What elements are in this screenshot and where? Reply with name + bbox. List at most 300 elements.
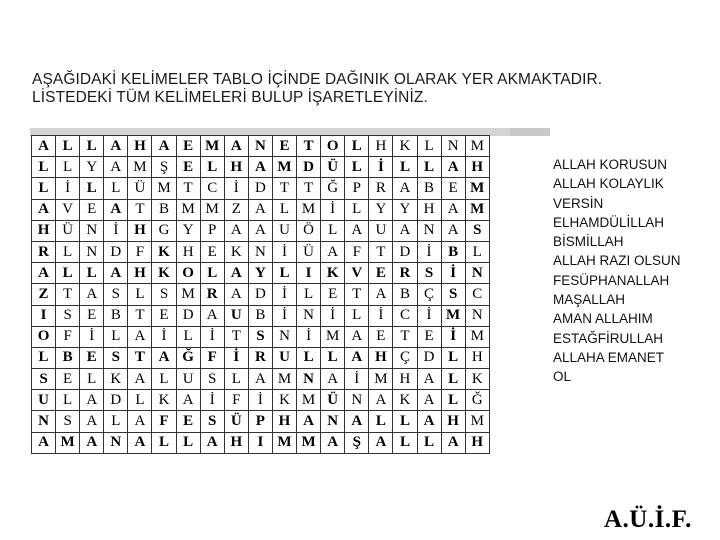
grid-cell: P — [248, 411, 272, 432]
grid-cell: L — [152, 432, 176, 453]
grid-cell: N — [417, 220, 441, 241]
grid-cell: İ — [104, 220, 128, 241]
grid-cell: M — [297, 390, 321, 411]
grid-cell: T — [345, 284, 369, 305]
grid-cell: A — [128, 369, 152, 390]
grid-cell: E — [321, 284, 345, 305]
grid-cell: Y — [369, 199, 393, 220]
grid-cell: İ — [345, 369, 369, 390]
grid-cell: A — [80, 411, 104, 432]
grid-cell: C — [465, 284, 489, 305]
grid-cell: S — [104, 347, 128, 368]
grid-row — [32, 220, 490, 241]
grid-cell: İ — [272, 284, 296, 305]
grid-cell: A — [441, 220, 465, 241]
grid-cell: L — [80, 178, 104, 199]
grid-cell: P — [200, 220, 224, 241]
grid-cell: A — [104, 263, 128, 284]
grid-cell: İ — [297, 326, 321, 347]
grid-row — [32, 178, 490, 199]
grid-cell: A — [393, 220, 417, 241]
grid-cell: F — [345, 241, 369, 262]
grid-cell: K — [104, 369, 128, 390]
grid-row — [32, 432, 490, 453]
grid-cell: M — [465, 178, 489, 199]
grid-cell: S — [56, 411, 80, 432]
grid-row — [32, 305, 490, 326]
grid-cell: A — [104, 157, 128, 178]
grid-cell: F — [128, 241, 152, 262]
grid-cell: H — [465, 432, 489, 453]
grid-cell: A — [128, 411, 152, 432]
grid-cell: T — [297, 136, 321, 157]
grid-cell: A — [441, 157, 465, 178]
grid-cell: A — [248, 199, 272, 220]
grid-cell: Y — [393, 199, 417, 220]
grid-cell: S — [417, 263, 441, 284]
grid-cell: T — [272, 178, 296, 199]
grid-cell: L — [417, 432, 441, 453]
grid-cell: L — [80, 263, 104, 284]
grid-cell: A — [32, 263, 56, 284]
grid-cell: L — [56, 390, 80, 411]
grid-cell: S — [200, 411, 224, 432]
grid-cell: İ — [200, 326, 224, 347]
word-list-item: AMAN ALLAHIM — [553, 311, 653, 327]
grid-cell: İ — [200, 390, 224, 411]
grid-cell: E — [441, 178, 465, 199]
grid-cell: N — [441, 136, 465, 157]
grid-cell: İ — [224, 178, 248, 199]
grid-cell: L — [128, 284, 152, 305]
grid-cell: R — [393, 263, 417, 284]
grid-cell: L — [417, 136, 441, 157]
grid-cell: M — [176, 199, 200, 220]
grid-cell: E — [176, 411, 200, 432]
grid-cell: L — [32, 347, 56, 368]
grid-cell: E — [80, 347, 104, 368]
grid-cell: İ — [56, 178, 80, 199]
grid-cell: T — [128, 199, 152, 220]
grid-cell: M — [441, 305, 465, 326]
grid-cell: D — [104, 241, 128, 262]
grid-cell: A — [393, 178, 417, 199]
grid-cell: A — [32, 432, 56, 453]
word-list-item: VERSİN — [553, 195, 604, 211]
grid-cell: D — [417, 347, 441, 368]
grid-cell: Ü — [297, 241, 321, 262]
grid-cell: L — [321, 220, 345, 241]
grid-cell: İ — [321, 199, 345, 220]
grid-cell: U — [369, 220, 393, 241]
grid-cell: N — [465, 263, 489, 284]
grid-row — [32, 411, 490, 432]
grid-cell: M — [200, 136, 224, 157]
grid-cell: L — [56, 241, 80, 262]
grid-cell: N — [297, 369, 321, 390]
word-list — [553, 155, 718, 387]
grid-row — [32, 199, 490, 220]
grid-cell: Ç — [393, 347, 417, 368]
grid-cell: B — [441, 241, 465, 262]
grid-cell: L — [224, 369, 248, 390]
grid-cell: K — [224, 241, 248, 262]
grid-cell: K — [321, 263, 345, 284]
grid-cell: M — [321, 326, 345, 347]
grid-cell: H — [441, 411, 465, 432]
grid-cell: C — [393, 305, 417, 326]
grid-row — [32, 347, 490, 368]
grid-cell: İ — [80, 326, 104, 347]
grid-cell: Ö — [297, 220, 321, 241]
grid-cell: M — [152, 178, 176, 199]
word-list-item: ALLAH RAZI OLSUN — [553, 253, 681, 269]
grid-row — [32, 241, 490, 262]
grid-cell: L — [272, 199, 296, 220]
grid-cell: İ — [369, 157, 393, 178]
grid-cell: H — [369, 347, 393, 368]
grid-cell: L — [441, 390, 465, 411]
grid-cell: K — [152, 263, 176, 284]
grid-cell: N — [297, 305, 321, 326]
grid-cell: S — [200, 369, 224, 390]
grid-cell: Ç — [417, 284, 441, 305]
grid-cell: L — [56, 157, 80, 178]
grid-cell: L — [80, 136, 104, 157]
grid-cell: L — [393, 432, 417, 453]
grid-cell: E — [56, 369, 80, 390]
grid-cell: M — [200, 199, 224, 220]
grid-cell: F — [200, 347, 224, 368]
grid-row — [32, 284, 490, 305]
grid-cell: K — [152, 390, 176, 411]
grid-cell: T — [393, 326, 417, 347]
grid-cell: T — [176, 178, 200, 199]
grid-cell: U — [176, 369, 200, 390]
grid-cell: H — [465, 347, 489, 368]
grid-cell: N — [321, 411, 345, 432]
grid-cell: A — [297, 411, 321, 432]
word-list-item: ALLAHA EMANET — [553, 349, 665, 365]
grid-cell: H — [32, 220, 56, 241]
grid-cell: T — [369, 241, 393, 262]
grid-cell: M — [297, 432, 321, 453]
grid-cell: Ğ — [465, 390, 489, 411]
grid-cell: B — [56, 347, 80, 368]
grid-cell: İ — [369, 305, 393, 326]
grid-cell: İ — [248, 390, 272, 411]
grid-cell: H — [128, 136, 152, 157]
grid-cell: L — [32, 178, 56, 199]
grid-cell: N — [248, 241, 272, 262]
grid-cell: L — [369, 411, 393, 432]
grid-cell: B — [393, 284, 417, 305]
grid-cell: A — [80, 284, 104, 305]
grid-cell: İ — [272, 305, 296, 326]
word-list-item: FESÜPHANALLAH — [553, 272, 670, 288]
grid-cell: M — [465, 136, 489, 157]
grid-cell: L — [441, 347, 465, 368]
grid-cell: E — [417, 326, 441, 347]
grid-cell: A — [248, 369, 272, 390]
grid-cell: A — [417, 390, 441, 411]
title-underline-accent — [510, 128, 550, 136]
grid-cell: L — [465, 241, 489, 262]
grid-cell: S — [56, 305, 80, 326]
grid-cell: G — [152, 220, 176, 241]
grid-cell: L — [56, 136, 80, 157]
grid-cell: N — [104, 432, 128, 453]
grid-cell: V — [56, 199, 80, 220]
grid-cell: I — [297, 263, 321, 284]
grid-cell: Ş — [152, 157, 176, 178]
grid-cell: A — [224, 263, 248, 284]
grid-cell: A — [176, 390, 200, 411]
grid-cell: S — [465, 220, 489, 241]
grid-cell: M — [56, 432, 80, 453]
grid-cell: A — [128, 432, 152, 453]
grid-cell: R — [248, 347, 272, 368]
grid-cell: U — [224, 305, 248, 326]
grid-cell: A — [345, 347, 369, 368]
grid-cell: Y — [176, 220, 200, 241]
grid-cell: A — [248, 220, 272, 241]
grid-cell: L — [128, 390, 152, 411]
grid-cell: E — [272, 136, 296, 157]
grid-cell: H — [128, 263, 152, 284]
grid-cell: M — [176, 284, 200, 305]
grid-cell: D — [393, 241, 417, 262]
grid-cell: N — [345, 390, 369, 411]
signature: A.Ü.İ.F. — [604, 506, 692, 533]
grid-cell: L — [345, 305, 369, 326]
grid-cell: L — [393, 157, 417, 178]
grid-cell: L — [80, 369, 104, 390]
grid-cell: Z — [224, 199, 248, 220]
grid-cell: H — [128, 220, 152, 241]
grid-cell: Y — [248, 263, 272, 284]
grid-cell: T — [128, 347, 152, 368]
grid-cell: D — [104, 390, 128, 411]
grid-cell: L — [176, 326, 200, 347]
grid-cell: A — [369, 432, 393, 453]
grid-row — [32, 326, 490, 347]
grid-cell: F — [224, 390, 248, 411]
grid-cell: U — [272, 347, 296, 368]
grid-cell: N — [80, 220, 104, 241]
grid-cell: L — [104, 326, 128, 347]
grid-cell: R — [200, 284, 224, 305]
grid-cell: M — [297, 199, 321, 220]
grid-cell: H — [224, 432, 248, 453]
grid-cell: A — [80, 432, 104, 453]
grid-cell: F — [152, 411, 176, 432]
grid-cell: B — [152, 199, 176, 220]
grid-cell: Ş — [345, 432, 369, 453]
grid-row — [32, 157, 490, 178]
grid-cell: H — [224, 157, 248, 178]
grid-cell: A — [321, 432, 345, 453]
grid-cell: T — [297, 178, 321, 199]
grid-cell: İ — [441, 263, 465, 284]
grid-cell: L — [321, 347, 345, 368]
grid-cell: Z — [32, 284, 56, 305]
grid-cell: Ü — [128, 178, 152, 199]
grid-cell: L — [200, 263, 224, 284]
grid-row — [32, 136, 490, 157]
grid-cell: H — [465, 157, 489, 178]
grid-cell: A — [321, 241, 345, 262]
grid-cell: L — [272, 263, 296, 284]
grid-cell: L — [56, 263, 80, 284]
grid-cell: A — [369, 284, 393, 305]
grid-cell: K — [465, 369, 489, 390]
grid-cell: D — [297, 157, 321, 178]
puzzle-table — [31, 135, 490, 454]
grid-cell: O — [321, 136, 345, 157]
grid-cell: S — [32, 369, 56, 390]
grid-cell: İ — [272, 241, 296, 262]
grid-cell: L — [441, 369, 465, 390]
grid-cell: R — [32, 241, 56, 262]
grid-cell: Ü — [56, 220, 80, 241]
grid-cell: L — [345, 199, 369, 220]
grid-cell: A — [80, 390, 104, 411]
grid-cell: E — [80, 305, 104, 326]
grid-cell: U — [32, 390, 56, 411]
grid-cell: I — [248, 432, 272, 453]
grid-cell: D — [176, 305, 200, 326]
grid-cell: B — [248, 305, 272, 326]
grid-cell: M — [272, 369, 296, 390]
grid-cell: İ — [321, 305, 345, 326]
grid-cell: E — [200, 241, 224, 262]
grid-cell: A — [417, 411, 441, 432]
grid-cell: M — [272, 432, 296, 453]
grid-cell: N — [272, 326, 296, 347]
grid-cell: O — [32, 326, 56, 347]
grid-cell: A — [224, 136, 248, 157]
grid-row — [32, 390, 490, 411]
word-list-item: ALLAH KOLAYLIK — [553, 176, 664, 192]
grid-cell: M — [465, 411, 489, 432]
grid-cell: Ğ — [321, 178, 345, 199]
grid-cell: F — [56, 326, 80, 347]
word-list-item: BİSMİLLAH — [553, 234, 624, 250]
grid-cell: T — [224, 326, 248, 347]
grid-cell: A — [224, 284, 248, 305]
grid-cell: M — [465, 199, 489, 220]
grid-cell: A — [128, 326, 152, 347]
grid-row — [32, 263, 490, 284]
grid-cell: M — [369, 369, 393, 390]
grid-cell: H — [369, 136, 393, 157]
grid-cell: Ğ — [176, 347, 200, 368]
grid-cell: A — [345, 220, 369, 241]
grid-cell: A — [417, 369, 441, 390]
grid-cell: P — [345, 178, 369, 199]
word-list-item: MAŞALLAH — [553, 292, 626, 308]
grid-cell: A — [152, 136, 176, 157]
grid-cell: İ — [417, 241, 441, 262]
grid-cell: İ — [417, 305, 441, 326]
grid-cell: E — [152, 305, 176, 326]
grid-cell: A — [200, 432, 224, 453]
grid-cell: T — [128, 305, 152, 326]
grid-cell: L — [417, 157, 441, 178]
grid-cell: Ü — [321, 157, 345, 178]
grid-cell: N — [248, 136, 272, 157]
grid-cell: K — [152, 241, 176, 262]
grid-cell: L — [393, 411, 417, 432]
grid-cell: T — [56, 284, 80, 305]
grid-cell: M — [128, 157, 152, 178]
grid-cell: L — [345, 157, 369, 178]
grid-cell: İ — [224, 347, 248, 368]
grid-cell: N — [80, 241, 104, 262]
grid-cell: N — [465, 305, 489, 326]
grid-cell: İ — [441, 326, 465, 347]
grid-cell: B — [104, 305, 128, 326]
grid-cell: A — [32, 136, 56, 157]
grid-cell: D — [248, 178, 272, 199]
grid-cell: S — [441, 284, 465, 305]
grid-cell: A — [441, 199, 465, 220]
grid-cell: A — [224, 220, 248, 241]
grid-cell: E — [369, 326, 393, 347]
grid-cell: Ü — [224, 411, 248, 432]
grid-cell: A — [441, 432, 465, 453]
grid-cell: D — [248, 284, 272, 305]
grid-cell: M — [272, 157, 296, 178]
grid-cell: L — [32, 157, 56, 178]
word-list-item: ESTAĞFİRULLAH — [553, 330, 664, 346]
word-search-grid — [31, 135, 490, 454]
grid-cell: A — [32, 199, 56, 220]
grid-cell: I — [32, 305, 56, 326]
grid-cell: A — [152, 347, 176, 368]
grid-cell: S — [152, 284, 176, 305]
grid-cell: H — [417, 199, 441, 220]
grid-cell: E — [369, 263, 393, 284]
grid-cell: U — [272, 220, 296, 241]
grid-cell: A — [104, 136, 128, 157]
word-list-item: ELHAMDÜLİLLAH — [553, 214, 665, 230]
grid-cell: B — [417, 178, 441, 199]
grid-cell: K — [272, 390, 296, 411]
word-list-item: ALLAH KORUSUN — [553, 157, 668, 172]
grid-cell: A — [345, 326, 369, 347]
word-list-item: OL — [553, 369, 572, 385]
grid-cell: A — [248, 157, 272, 178]
grid-cell: A — [321, 369, 345, 390]
grid-cell: S — [104, 284, 128, 305]
grid-cell: V — [345, 263, 369, 284]
grid-cell: H — [176, 241, 200, 262]
grid-cell: A — [104, 199, 128, 220]
grid-cell: H — [272, 411, 296, 432]
grid-cell: A — [369, 390, 393, 411]
grid-cell: C — [200, 178, 224, 199]
grid-cell: L — [104, 411, 128, 432]
grid-cell: E — [176, 157, 200, 178]
instruction-text: AŞAĞIDAKİ KELİMELER TABLO İÇİNDE DAĞINIK OLARAK YER AKMAKTADIR. LİSTEDEKİ TÜM KELİMELERİ BULUP İŞARETLEYİNİZ. — [32, 71, 603, 106]
grid-cell: İ — [152, 326, 176, 347]
grid-cell: A — [200, 305, 224, 326]
grid-cell: L — [176, 432, 200, 453]
grid-cell: E — [80, 199, 104, 220]
grid-cell: K — [393, 136, 417, 157]
